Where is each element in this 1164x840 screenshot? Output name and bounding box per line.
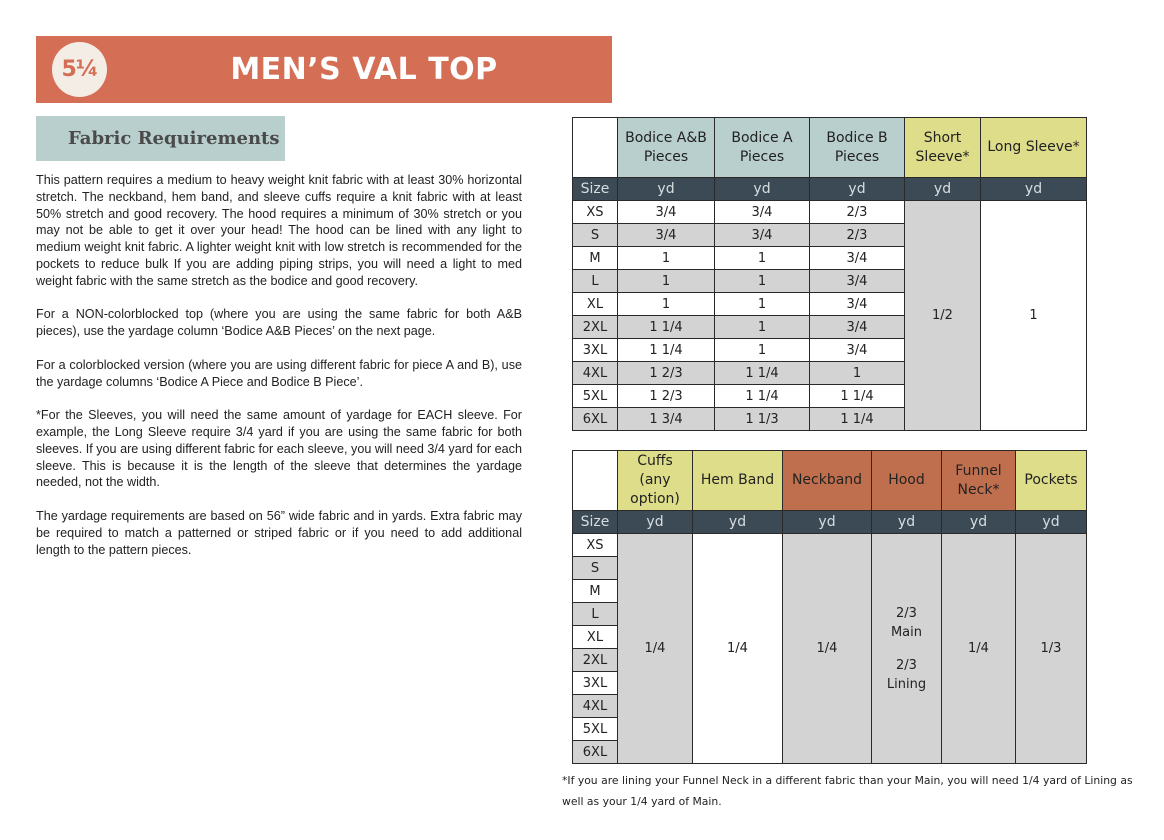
size-cell: 5XL: [573, 385, 618, 408]
bodice-b-value: 2/3: [810, 201, 905, 224]
bodice-a-value: 1 1/3: [715, 408, 810, 431]
unit-label: yd: [872, 511, 942, 534]
size-cell: S: [573, 557, 618, 580]
size-cell: 2XL: [573, 649, 618, 672]
bodice-b-value: 3/4: [810, 247, 905, 270]
size-cell: 5XL: [573, 718, 618, 741]
bodice-a-value: 1: [715, 316, 810, 339]
bodice-ab-value: 1: [618, 270, 715, 293]
header-long-sleeve: Long Sleeve*: [981, 118, 1087, 178]
bodice-ab-value: 1: [618, 293, 715, 316]
bodice-ab-value: 1: [618, 247, 715, 270]
bodice-ab-value: 1 2/3: [618, 362, 715, 385]
bodice-a-value: 1: [715, 293, 810, 316]
paragraph-yardage-basis: The yardage requirements are based on 56” wide fabric and in yards. Extra fabric may be required to match a patterned or striped fabric or if you need to add additional length to the pattern pieces.: [36, 508, 522, 557]
size-cell: 4XL: [573, 362, 618, 385]
cuffs-value: 1/4: [618, 534, 693, 764]
size-cell: S: [573, 224, 618, 247]
bodice-sleeve-table: [572, 117, 1087, 431]
header-short-sleeve: Short Sleeve*: [905, 118, 981, 178]
funnel-neck-value: 1/4: [942, 534, 1016, 764]
unit-label: yd: [783, 511, 872, 534]
description-text: [36, 172, 522, 575]
unit-label: yd: [905, 178, 981, 201]
hem-band-value: 1/4: [693, 534, 783, 764]
header-blank: [573, 118, 618, 178]
bodice-a-value: 1 1/4: [715, 362, 810, 385]
bodice-a-value: 1: [715, 270, 810, 293]
size-cell: 4XL: [573, 695, 618, 718]
size-cell: XS: [573, 201, 618, 224]
paragraph-colorblocked: For a colorblocked version (where you are using different fabric for piece A and B), use the yardage columns ‘Bodice A Piece and Bodice B Piece’.: [36, 357, 522, 389]
bodice-ab-value: 1 3/4: [618, 408, 715, 431]
paragraph-fabric: This pattern requires a medium to heavy weight knit fabric with at least 30% horizontal stretch. The neckband, hem band, and sleeve cuffs require a knit fabric with at least 50% stretch and good recovery. The hood requires a minimum of 30% stretch or you may not be able to get it over your head! The hood can be lined with any light to medium weight knit fabric. A lighter weight knit with low stretch is recommended for the pockets to reduce bulk If you are adding piping strips, you will need a light to med weight fabric with the same stretch as the bodice and good recovery.: [36, 173, 522, 288]
size-cell: M: [573, 247, 618, 270]
header-blank: [573, 451, 618, 511]
bodice-ab-value: 3/4: [618, 224, 715, 247]
size-cell: XL: [573, 626, 618, 649]
bodice-ab-value: 1 1/4: [618, 339, 715, 362]
bodice-b-value: 1: [810, 362, 905, 385]
header-cuffs: Cuffs (any option): [618, 451, 693, 511]
hood-main-value: 2/3 Main: [890, 605, 923, 640]
size-cell: 3XL: [573, 339, 618, 362]
bodice-b-value: 2/3: [810, 224, 905, 247]
header-hem-band: Hem Band: [693, 451, 783, 511]
unit-label: yd: [1016, 511, 1087, 534]
size-cell: M: [573, 580, 618, 603]
footnote: *If you are lining your Funnel Neck in a different fabric than your Main, you will need 1/4 yard of Lining as well as your 1/4 yard of Main.: [562, 774, 1133, 808]
bodice-a-value: 1: [715, 247, 810, 270]
pockets-value: 1/3: [1016, 534, 1087, 764]
paragraph-non-colorblocked: For a NON-colorblocked top (where you are using the same fabric for both A&B pieces), use the yardage column ‘Bodice A&B Pieces’ on the next page.: [36, 307, 522, 339]
size-label: Size: [573, 511, 618, 534]
size-label: Size: [573, 178, 618, 201]
bodice-ab-value: 1 1/4: [618, 316, 715, 339]
header-hood: Hood: [872, 451, 942, 511]
bodice-b-value: 3/4: [810, 293, 905, 316]
size-cell: XS: [573, 534, 618, 557]
bodice-a-value: 3/4: [715, 201, 810, 224]
brand-logo: 5¼: [52, 42, 107, 97]
bodice-a-value: 1 1/4: [715, 385, 810, 408]
paragraph-sleeves: *For the Sleeves, you will need the same amount of yardage for EACH sleeve. For example, the Long Sleeve require 3/4 yard if you are using the same fabric for both sleeves. If you are using different fabric for each sleeve, you will need 3/4 yard for each sleeve. This is because it is the length of the sleeve that determines the yardage needed, not the width.: [36, 408, 522, 490]
unit-label: yd: [715, 178, 810, 201]
section-title: Fabric Requirements: [36, 116, 285, 161]
unit-label: yd: [693, 511, 783, 534]
bodice-b-value: 3/4: [810, 316, 905, 339]
hood-value: [872, 534, 942, 764]
neckband-value: 1/4: [783, 534, 872, 764]
title-banner: [36, 36, 612, 103]
size-cell: L: [573, 603, 618, 626]
bodice-b-value: 3/4: [810, 339, 905, 362]
bodice-b-value: 1 1/4: [810, 385, 905, 408]
page-title: MEN’S VAL TOP: [230, 52, 498, 87]
header-bodice-ab: Bodice A&B Pieces: [618, 118, 715, 178]
short-sleeve-value: 1/2: [905, 201, 981, 431]
hood-lining-value: 2/3 Lining: [886, 657, 927, 692]
size-cell: 3XL: [573, 672, 618, 695]
table-row: [573, 201, 1087, 224]
size-cell: 2XL: [573, 316, 618, 339]
unit-label: yd: [981, 178, 1087, 201]
table-row: [573, 534, 1087, 557]
long-sleeve-value: 1: [981, 201, 1087, 431]
bodice-ab-value: 1 2/3: [618, 385, 715, 408]
header-funnel-neck: Funnel Neck*: [942, 451, 1016, 511]
header-bodice-b: Bodice B Pieces: [810, 118, 905, 178]
unit-label: yd: [618, 511, 693, 534]
header-neckband: Neckband: [783, 451, 872, 511]
unit-label: yd: [618, 178, 715, 201]
unit-label: yd: [810, 178, 905, 201]
size-cell: 6XL: [573, 741, 618, 764]
size-cell: L: [573, 270, 618, 293]
bodice-b-value: 3/4: [810, 270, 905, 293]
unit-label: yd: [942, 511, 1016, 534]
accessories-table: [572, 450, 1087, 764]
bodice-a-value: 1: [715, 339, 810, 362]
header-bodice-a: Bodice A Pieces: [715, 118, 810, 178]
bodice-b-value: 1 1/4: [810, 408, 905, 431]
size-cell: 6XL: [573, 408, 618, 431]
bodice-a-value: 3/4: [715, 224, 810, 247]
size-cell: XL: [573, 293, 618, 316]
bodice-ab-value: 3/4: [618, 201, 715, 224]
header-pockets: Pockets: [1016, 451, 1087, 511]
